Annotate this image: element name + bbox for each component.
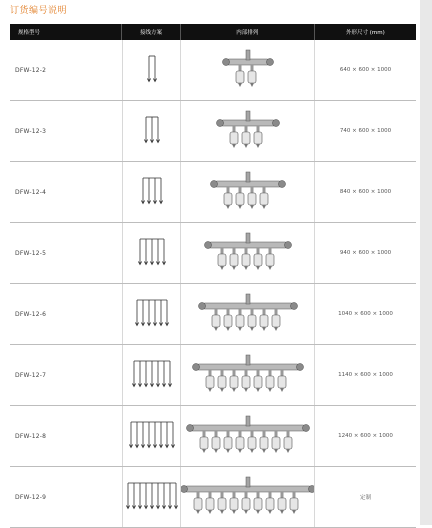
model-cell: DFW-12-7	[15, 371, 47, 379]
branch-unit	[218, 376, 226, 388]
branch-stem	[233, 126, 236, 132]
branch-stem	[293, 492, 296, 498]
pipe-end-cap	[291, 303, 298, 310]
size-cell: 1140 × 600 × 1000	[314, 345, 416, 405]
branch-unit	[284, 437, 292, 449]
internal-layout-illustration	[181, 345, 314, 405]
branch-stem	[269, 370, 272, 376]
branch-unit	[260, 437, 268, 449]
branch-stem	[281, 492, 284, 498]
model-cell: DFW-12-8	[15, 432, 47, 440]
branch-unit	[242, 498, 250, 510]
branch-terminal	[208, 388, 212, 392]
model-cell: DFW-12-9	[15, 493, 47, 501]
branch-terminal	[214, 327, 218, 331]
branch-stem	[263, 431, 266, 437]
branch-stem	[221, 248, 224, 254]
branch-terminal	[226, 205, 230, 209]
branch-stem	[233, 370, 236, 376]
incoming-feed	[246, 416, 250, 426]
branch-terminal	[256, 144, 260, 148]
branch-stem	[221, 492, 224, 498]
branch-stem	[245, 248, 248, 254]
branch-unit	[224, 315, 232, 327]
branch-stem	[209, 492, 212, 498]
branch-stem	[281, 370, 284, 376]
branch-terminal	[220, 510, 224, 514]
branch-unit	[194, 498, 202, 510]
branch-unit	[236, 71, 244, 83]
branch-terminal	[232, 144, 236, 148]
branch-unit	[206, 376, 214, 388]
branch-stem	[215, 309, 218, 315]
branch-terminal	[268, 266, 272, 270]
branch-terminal	[280, 388, 284, 392]
header-layout: 内部排列	[180, 24, 314, 40]
branch-terminal	[244, 388, 248, 392]
table-body	[10, 40, 416, 528]
wiring-diagram	[123, 101, 180, 161]
branch-stem	[203, 431, 206, 437]
branch-terminal	[196, 510, 200, 514]
branch-stem	[257, 492, 260, 498]
table-row	[10, 467, 416, 528]
header-wiring: 接线方案	[121, 24, 180, 40]
branch-stem	[275, 431, 278, 437]
incoming-feed	[246, 50, 250, 60]
branch-unit	[278, 498, 286, 510]
branch-stem	[269, 248, 272, 254]
incoming-feed	[246, 233, 250, 243]
table-row	[10, 162, 416, 223]
size-cell: 940 × 600 × 1000	[314, 223, 416, 283]
table-row	[10, 40, 416, 101]
branch-terminal	[244, 510, 248, 514]
branch-unit	[200, 437, 208, 449]
branch-unit	[260, 193, 268, 205]
wiring-cell	[122, 406, 180, 466]
internal-layout-illustration	[181, 406, 314, 466]
branch-stem	[233, 492, 236, 498]
branch-stem	[227, 309, 230, 315]
incoming-feed	[246, 172, 250, 182]
table-row	[10, 284, 416, 345]
pipe-end-cap	[267, 59, 274, 66]
internal-layout-illustration	[181, 223, 314, 283]
branch-terminal	[256, 266, 260, 270]
branch-terminal	[244, 144, 248, 148]
size-cell: 1040 × 600 × 1000	[314, 284, 416, 344]
branch-terminal	[286, 449, 290, 453]
branch-unit	[236, 193, 244, 205]
pipe-end-cap	[303, 425, 310, 432]
model-cell: DFW-12-2	[15, 66, 47, 74]
branch-terminal	[226, 449, 230, 453]
wiring-diagram	[123, 284, 180, 344]
branch-unit	[212, 437, 220, 449]
wiring-cell	[122, 223, 180, 283]
branch-unit	[242, 376, 250, 388]
branch-terminal	[238, 327, 242, 331]
page-title: 订货编号说明	[10, 6, 68, 16]
branch-terminal	[232, 388, 236, 392]
branch-stem	[251, 187, 254, 193]
branch-stem	[257, 248, 260, 254]
branch-terminal	[214, 449, 218, 453]
branch-terminal	[226, 327, 230, 331]
wiring-diagram	[123, 345, 180, 405]
pipe-end-cap	[273, 120, 280, 127]
branch-stem	[239, 309, 242, 315]
page-edge	[420, 0, 432, 525]
wiring-diagram	[123, 406, 180, 466]
pipe-end-cap	[279, 181, 286, 188]
branch-stem	[215, 431, 218, 437]
wiring-diagram	[123, 40, 180, 100]
wiring-cell	[122, 345, 180, 405]
branch-stem	[257, 370, 260, 376]
model-cell: DFW-12-4	[15, 188, 47, 196]
branch-stem	[263, 309, 266, 315]
branch-stem	[227, 187, 230, 193]
wiring-cell	[122, 284, 180, 344]
branch-terminal	[292, 510, 296, 514]
branch-unit	[254, 498, 262, 510]
branch-unit	[236, 315, 244, 327]
branch-terminal	[232, 510, 236, 514]
branch-terminal	[268, 388, 272, 392]
wiring-cell	[122, 101, 180, 161]
wiring-cell	[122, 40, 180, 100]
branch-terminal	[208, 510, 212, 514]
pipe-end-cap	[181, 486, 188, 493]
model-cell: DFW-12-3	[15, 127, 47, 135]
incoming-feed	[246, 477, 250, 487]
branch-terminal	[274, 327, 278, 331]
branch-terminal	[280, 510, 284, 514]
table-header	[10, 24, 416, 40]
branch-unit	[278, 376, 286, 388]
branch-unit	[248, 71, 256, 83]
size-cell: 740 × 600 × 1000	[314, 101, 416, 161]
pipe-end-cap	[205, 242, 212, 249]
branch-unit	[230, 498, 238, 510]
branch-unit	[230, 254, 238, 266]
wiring-diagram	[123, 467, 180, 527]
branch-unit	[224, 193, 232, 205]
layout-cell	[180, 101, 314, 161]
branch-terminal	[220, 388, 224, 392]
table-row	[10, 406, 416, 467]
branch-stem	[257, 126, 260, 132]
branch-stem	[245, 492, 248, 498]
wiring-diagram	[123, 162, 180, 222]
model-cell: DFW-12-6	[15, 310, 47, 318]
branch-unit	[248, 193, 256, 205]
branch-stem	[197, 492, 200, 498]
pipe-end-cap	[217, 120, 224, 127]
branch-unit	[266, 254, 274, 266]
branch-terminal	[262, 449, 266, 453]
branch-unit	[230, 132, 238, 144]
branch-unit	[236, 437, 244, 449]
layout-cell	[180, 406, 314, 466]
incoming-feed	[246, 111, 250, 121]
branch-unit	[242, 254, 250, 266]
branch-stem	[251, 65, 254, 71]
branch-unit	[242, 132, 250, 144]
wiring-diagram	[123, 223, 180, 283]
branch-stem	[209, 370, 212, 376]
branch-unit	[260, 315, 268, 327]
size-cell: 640 × 600 × 1000	[314, 40, 416, 100]
pipe-end-cap	[199, 303, 206, 310]
branch-unit	[248, 315, 256, 327]
incoming-feed	[246, 355, 250, 365]
layout-cell	[180, 40, 314, 100]
pipe-end-cap	[297, 364, 304, 371]
size-cell: 定制	[314, 467, 416, 527]
branch-terminal	[238, 83, 242, 87]
layout-cell	[180, 345, 314, 405]
ordering-table	[10, 24, 416, 528]
branch-unit	[206, 498, 214, 510]
branch-terminal	[220, 266, 224, 270]
pipe-end-cap	[193, 364, 200, 371]
branch-terminal	[274, 449, 278, 453]
table-row	[10, 345, 416, 406]
layout-cell	[180, 467, 314, 527]
branch-terminal	[202, 449, 206, 453]
table-row	[10, 101, 416, 162]
branch-stem	[227, 431, 230, 437]
wiring-cell	[122, 162, 180, 222]
branch-terminal	[250, 205, 254, 209]
wiring-cell	[122, 467, 180, 527]
branch-terminal	[232, 266, 236, 270]
branch-stem	[233, 248, 236, 254]
branch-stem	[263, 187, 266, 193]
branch-terminal	[256, 510, 260, 514]
branch-stem	[239, 65, 242, 71]
pipe-end-cap	[187, 425, 194, 432]
branch-unit	[248, 437, 256, 449]
branch-terminal	[250, 327, 254, 331]
branch-stem	[245, 126, 248, 132]
size-cell: 1240 × 600 × 1000	[314, 406, 416, 466]
branch-unit	[272, 437, 280, 449]
branch-terminal	[250, 449, 254, 453]
internal-layout-illustration	[181, 162, 314, 222]
internal-layout-illustration	[181, 101, 314, 161]
branch-stem	[239, 187, 242, 193]
branch-terminal	[238, 205, 242, 209]
branch-terminal	[238, 449, 242, 453]
branch-unit	[218, 254, 226, 266]
layout-cell	[180, 162, 314, 222]
branch-unit	[218, 498, 226, 510]
branch-stem	[245, 370, 248, 376]
internal-layout-illustration	[181, 284, 314, 344]
header-model: 规格型号	[18, 30, 41, 36]
branch-unit	[254, 132, 262, 144]
branch-unit	[254, 254, 262, 266]
internal-layout-illustration	[181, 467, 314, 527]
incoming-feed	[246, 294, 250, 304]
branch-stem	[269, 492, 272, 498]
pipe-end-cap	[285, 242, 292, 249]
branch-terminal	[244, 266, 248, 270]
internal-layout-illustration	[181, 40, 314, 100]
layout-cell	[180, 223, 314, 283]
branch-stem	[239, 431, 242, 437]
branch-terminal	[268, 510, 272, 514]
branch-unit	[230, 376, 238, 388]
branch-terminal	[250, 83, 254, 87]
branch-stem	[275, 309, 278, 315]
branch-unit	[224, 437, 232, 449]
size-cell: 840 × 600 × 1000	[314, 162, 416, 222]
model-cell: DFW-12-5	[15, 249, 47, 257]
branch-unit	[266, 498, 274, 510]
branch-stem	[221, 370, 224, 376]
pipe-end-cap	[223, 59, 230, 66]
header-size: 外形尺寸 (mm)	[314, 24, 416, 40]
branch-unit	[266, 376, 274, 388]
pipe-end-cap	[211, 181, 218, 188]
branch-terminal	[256, 388, 260, 392]
branch-terminal	[262, 205, 266, 209]
branch-unit	[254, 376, 262, 388]
branch-terminal	[262, 327, 266, 331]
branch-unit	[212, 315, 220, 327]
branch-unit	[272, 315, 280, 327]
branch-stem	[287, 431, 290, 437]
branch-stem	[251, 431, 254, 437]
table-row	[10, 223, 416, 284]
branch-unit	[290, 498, 298, 510]
branch-stem	[251, 309, 254, 315]
layout-cell	[180, 284, 314, 344]
